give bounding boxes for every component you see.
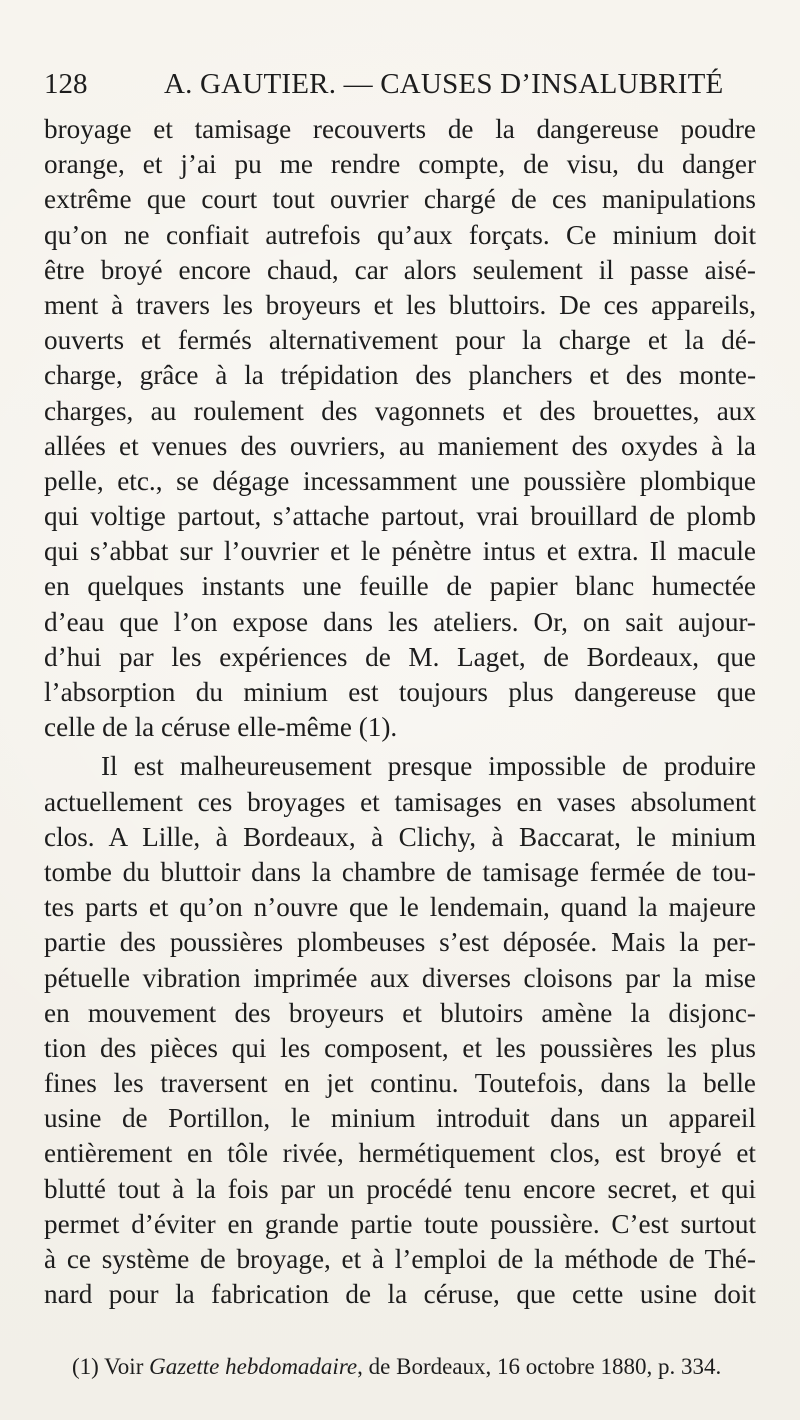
text-line: charges, au roulement des vagonnets et des brouettes, aux bbox=[44, 395, 756, 426]
text-line: tes parts et qu’on n’ouvre que le lendemain, quand la majeure bbox=[44, 892, 756, 923]
text-line: à ce système de broyage, et à l’emploi de la méthode de Thé- bbox=[44, 1244, 756, 1274]
text-line: extrême que court tout ouvrier chargé de ces manipulations bbox=[44, 184, 756, 215]
text-line: qui s’abbat sur l’ouvrier et le pénètre intus et extra. Il macule bbox=[44, 536, 756, 567]
text-line: pétuelle vibration imprimée aux diverses cloisons par la mise bbox=[44, 962, 756, 993]
text-line: pelle, etc., se dégage incessamment une poussière plombique bbox=[44, 465, 756, 496]
text-line: celle de la céruse elle-même (1). bbox=[44, 712, 398, 743]
text-line: ment à travers les broyeurs et les bluttoirs. De ces appareils, bbox=[44, 289, 756, 320]
text-line: broyage et tamisage recouverts de la dangereuse poudre bbox=[44, 114, 756, 144]
text-line: qui voltige partout, s’attache partout, vrai brouillard de plomb bbox=[44, 501, 756, 532]
text-line: tion des pièces qui les composent, et les poussières les plus bbox=[44, 1032, 756, 1063]
text-line: qu’on ne confiait autrefois qu’aux forçats. Ce minium doit bbox=[44, 219, 756, 250]
text-line: fines les traversent en jet continu. Toutefois, dans la belle bbox=[44, 1068, 756, 1099]
text-line: d’hui par les expériences de M. Laget, de Bordeaux, que bbox=[44, 641, 756, 672]
text-line: nard pour la fabrication de la céruse, que cette usine doit bbox=[44, 1279, 756, 1310]
text-line: clos. A Lille, à Bordeaux, à Clichy, à Baccarat, le minium bbox=[44, 821, 756, 852]
footnote-title: Gazette hebdomadaire bbox=[149, 1354, 358, 1379]
page-header bbox=[44, 64, 756, 104]
text-line: Il est malheureusement presque impossible de produire bbox=[101, 751, 756, 782]
main-text-block bbox=[44, 112, 756, 1312]
text-line: usine de Portillon, le minium introduit dans un appareil bbox=[44, 1103, 756, 1134]
text-line: blutté tout à la fois par un procédé tenu encore secret, et qui bbox=[44, 1173, 756, 1204]
text-line: permet d’éviter en grande partie toute poussière. C’est surtout bbox=[44, 1208, 756, 1239]
text-line: partie des poussières plombeuses s’est déposée. Mais la per- bbox=[44, 927, 756, 958]
text-line: d’eau que l’on expose dans les ateliers. Or, on sait aujour- bbox=[44, 606, 756, 637]
text-line: l’absorption du minium est toujours plus dangereuse que bbox=[44, 677, 756, 707]
page-number: 128 bbox=[44, 68, 88, 100]
text-line: être broyé encore chaud, car alors seulement il passe aisé- bbox=[44, 254, 756, 285]
text-line: allées et venues des ouvriers, au maniement des oxydes à la bbox=[44, 430, 756, 461]
footnote-marker: (1) Voir bbox=[72, 1354, 150, 1379]
text-line: actuellement ces broyages et tamisages en vases absolument bbox=[44, 786, 756, 817]
text-line: charge, grâce à la trépidation des planchers et des monte- bbox=[44, 360, 756, 391]
text-line: ouverts et fermés alternativement pour la charge et la dé- bbox=[44, 325, 756, 356]
text-line: en quelques instants une feuille de papier blanc humectée bbox=[44, 571, 756, 602]
text-line: en mouvement des broyeurs et blutoirs amène la disjonc- bbox=[44, 997, 756, 1028]
text-line: entièrement en tôle rivée, hermétiquement clos, est broyé et bbox=[44, 1138, 756, 1169]
footnote bbox=[72, 1352, 756, 1382]
footnote-text: , de Bordeaux, 16 octobre 1880, p. 334. bbox=[357, 1354, 722, 1379]
running-head: A. GAUTIER. — CAUSES D’INSALUBRITÉ bbox=[164, 68, 724, 100]
text-line: tombe du bluttoir dans la chambre de tamisage fermée de tou- bbox=[44, 856, 756, 887]
text-line: orange, et j’ai pu me rendre compte, de visu, du danger bbox=[44, 149, 756, 180]
